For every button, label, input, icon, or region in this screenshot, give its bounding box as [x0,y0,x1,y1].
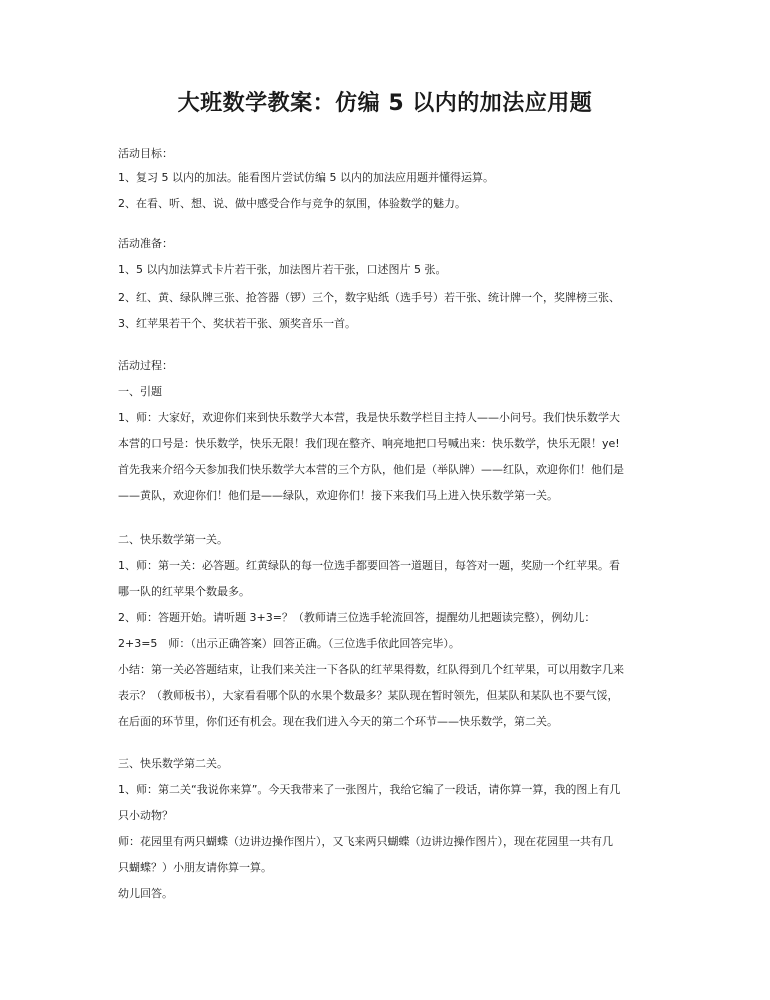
intro-line-2: 本营的口号是：快乐数学，快乐无限！我们现在整齐、响亮地把口号喊出来：快乐数学，快乐无限！ye! [118,437,620,450]
level1-summary-line-3: 在后面的环节里，你们还有机会。现在我们进入今天的第二个环节——快乐数学，第二关。 [118,715,558,728]
level1-line-1: 1、师：第一关：必答题。红黄绿队的每一位选手都要回答一道题目，每答对一题，奖励一个红苹果。看 [118,559,620,572]
level2-line-3: 师：花园里有两只蝴蝶（边讲边操作图片），又飞来两只蝴蝶（边讲边操作图片），现在花园里一共有几 [118,835,613,848]
level1-summary-line-1: 小结：第一关必答题结束，让我们来关注一下各队的红苹果得数，红队得到几个红苹果，可以用数字几来 [118,663,624,676]
section-heading-process: 活动过程： [118,359,173,372]
level1-heading: 二、快乐数学第一关。 [118,533,228,546]
level2-line-1: 1、师：第二关“我说你来算”。今天我带来了一张图片，我给它编了一段话，请你算一算，我的图上有几 [118,783,621,796]
level1-line-2: 哪一队的红苹果个数最多。 [118,585,250,598]
section-heading-goals: 活动目标： [118,147,173,160]
level1-line-3: 2、师：答题开始。请听题 3+3=？（教师请三位选手轮流回答，提醒幼儿把题读完整），例幼儿： [118,611,596,624]
goal-item-1: 1、复习 5 以内的加法。能看图片尝试仿编 5 以内的加法应用题并懂得运算。 [118,171,494,184]
level1-summary-line-2: 表示？（教师板书），大家看看哪个队的水果个数最多？某队现在暂时领先，但某队和某队也不要气馁， [118,689,619,702]
prep-item-2: 2、红、黄、绿队牌三张、抢答器（锣）三个，数字贴纸（选手号）若干张、统计牌一个，奖牌榜三张、 [118,291,620,304]
section-heading-prep: 活动准备： [118,237,173,250]
level1-line-4: 2+3=5 师：（出示正确答案）回答正确。（三位选手依此回答完毕）。 [118,637,460,650]
goal-item-2: 2、在看、听、想、说、做中感受合作与竞争的氛围，体验数学的魅力。 [118,197,466,210]
prep-item-3: 3、红苹果若干个、奖状若干张、颁奖音乐一首。 [118,317,356,330]
level2-heading: 三、快乐数学第二关。 [118,757,228,770]
intro-line-3: 首先我来介绍今天参加我们快乐数学大本营的三个方队，他们是（举队牌）——红队，欢迎你们！他们是 [118,463,624,476]
prep-item-1: 1、5 以内加法算式卡片若干张，加法图片若干张，口述图片 5 张。 [118,263,447,276]
level2-line-2: 只小动物？ [118,809,173,822]
document-title: 大班数学教案：仿编 5 以内的加法应用题 [177,91,593,116]
intro-line-4: ——黄队，欢迎你们！他们是——绿队，欢迎你们！接下来我们马上进入快乐数学第一关。 [118,489,558,502]
intro-heading: 一、引题 [118,385,162,398]
intro-line-1: 1、师：大家好，欢迎你们来到快乐数学大本营，我是快乐数学栏目主持人——小问号。我们快乐数学大 [118,411,620,424]
level2-line-4: 只蝴蝶？）小朋友请你算一算。 [118,861,272,874]
level2-line-5: 幼儿回答。 [118,887,173,900]
